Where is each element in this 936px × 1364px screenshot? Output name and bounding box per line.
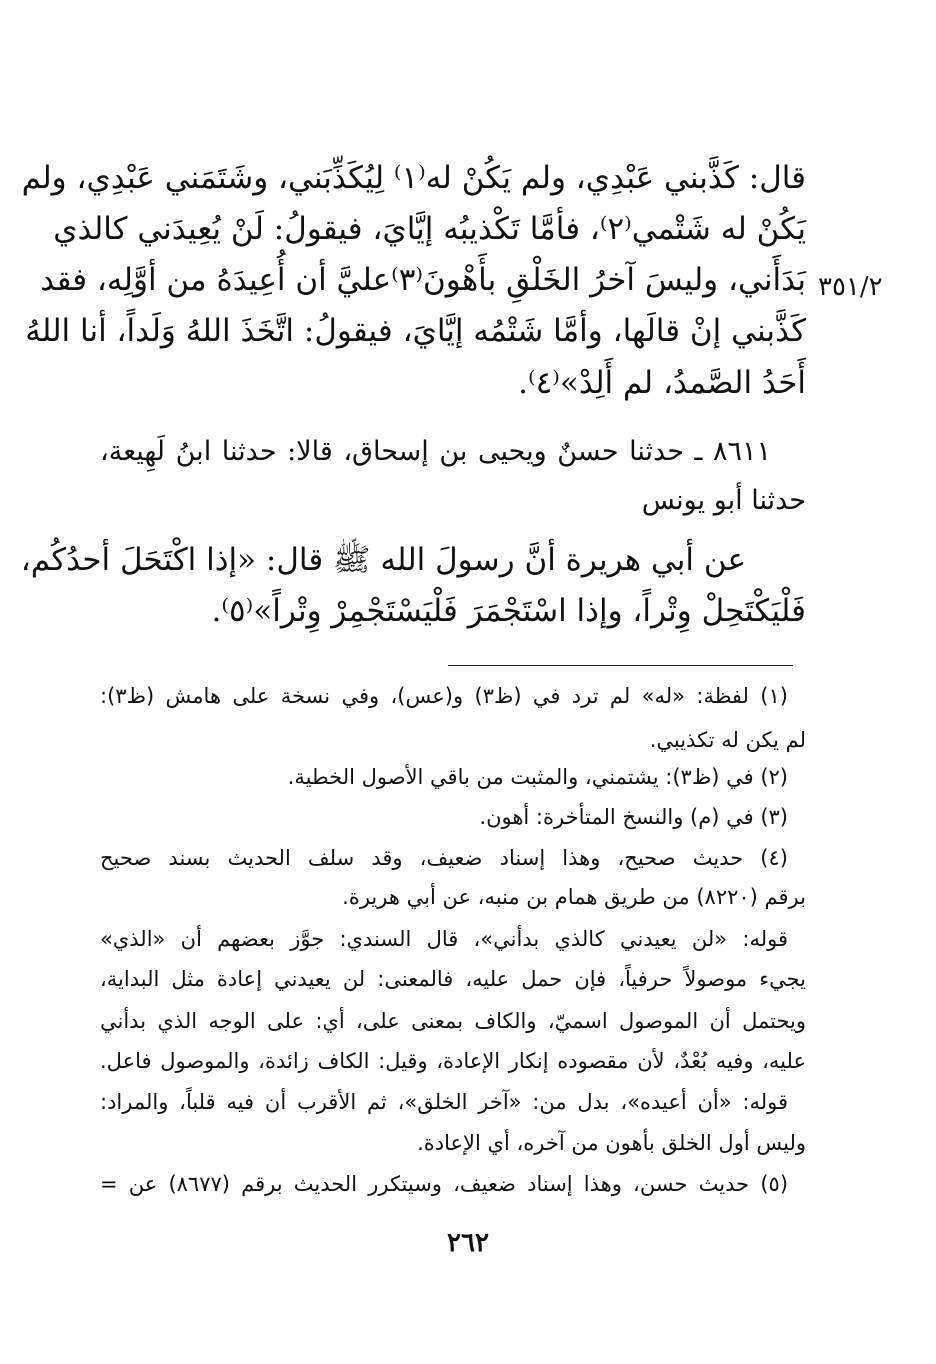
hadith-text-line: فَلْيَكْتَحِلْ وِتْراً، وإذا اسْتَجْمَرَ فَلْيَسْتَجْمِرْ وِتْراً»⁽٥⁾. xyxy=(211,593,806,629)
footnote-line: يجيء موصولاً حرفياً، فإن حمل عليه، فالمعنى: لن يعيدني إعادة مثل البداية، xyxy=(100,967,806,991)
hadith-text-line: عن أبي هريرة أنَّ رسولَ الله ﷺ قال: «إذا اكْتَحَلَ أحدُكُم، xyxy=(20,542,746,578)
footnote-line: (٤) حديث صحيح، وهذا إسناد ضعيف، وقد سلف الحديث بسند صحيح xyxy=(100,846,788,870)
footnote-line: قوله: «لن يعيدني كالذي بدأني»، قال السندي: جوَّز بعضهم أن «الذي» xyxy=(100,927,788,951)
footnote-line: عليه، وفيه بُعْدٌ، لأن مقصوده إنكار الإعادة، وقيل: الكاف زائدة، والموصول فاعل. xyxy=(100,1049,806,1073)
footnote-line: (٣) في (م) والنسخ المتأخرة: أهون. xyxy=(479,805,788,829)
footnote-line: (٢) في (ظ٣): يشتمني، والمثبت من باقي الأصول الخطية. xyxy=(287,765,788,789)
footnote-line: برقم (٨٢٢٠) من طريق همام بن منبه، عن أبي هريرة. xyxy=(342,885,806,909)
margin-reference: ٣٥١/٢ xyxy=(818,272,883,302)
main-text-line: بَدَأَني، وليسَ آخرُ الخَلْقِ بأَهْونَ⁽٣⁾عليَّ أن أُعِيدَهُ من أوَّلِه، فقد xyxy=(40,262,806,298)
main-text-line: قال: كَذَّبني عَبْدِي، ولم يَكُنْ له⁽١⁾ لِيُكَذِّبَني، وشَتَمَني عَبْدِي، ولم xyxy=(21,160,806,196)
footnote-line: وليس أول الخلق بأهون من آخره، أي الإعادة. xyxy=(417,1131,806,1155)
isnad-line: حدثنا أبو يونس xyxy=(641,485,806,516)
page-number: ٢٦٢ xyxy=(447,1228,489,1258)
footnote-line: ويحتمل أن الموصول اسميّ، والكاف بمعنى على، أي: على الوجه الذي بدأني xyxy=(100,1009,806,1033)
main-text-line: يَكُنْ له شَتْمي⁽٢⁾، فأمَّا تَكْذيبُه إيَّايَ، فيقولُ: لَنْ يُعِيدَني كالذي xyxy=(53,211,806,247)
main-text-line: كَذَّبني إنْ قالَها، وأمَّا شَتْمُه إيَّايَ، فيقولُ: اتَّخَذَ اللهُ وَلَداً، أنا اللهُ xyxy=(25,313,806,349)
footnote-separator xyxy=(448,665,793,666)
footnote-line: لم يكن له تكذيبي. xyxy=(649,728,806,752)
footnote-line: قوله: «أن أعيده»، بدل من: «آخر الخلق»، ثم الأقرب أن فيه قلباً، والمراد: xyxy=(100,1090,788,1114)
footnote-line: (٥) حديث حسن، وهذا إسناد ضعيف، وسيتكرر الحديث برقم (٨٦٧٧) عن = xyxy=(100,1172,789,1196)
footnote-line: (١) لفظة: «له» لم ترد في (ظ٣) و(عس)، وفي نسخة على هامش (ظ٣): xyxy=(100,684,788,708)
main-text-line: أَحَدُ الصَّمدُ، لم أَلِدْ»⁽٤⁾. xyxy=(518,365,806,401)
isnad-line: ٨٦١١ ـ حدثنا حسنٌ ويحيى بن إسحاق، قالا: حدثنا ابنُ لَهِيعة، xyxy=(100,436,771,467)
